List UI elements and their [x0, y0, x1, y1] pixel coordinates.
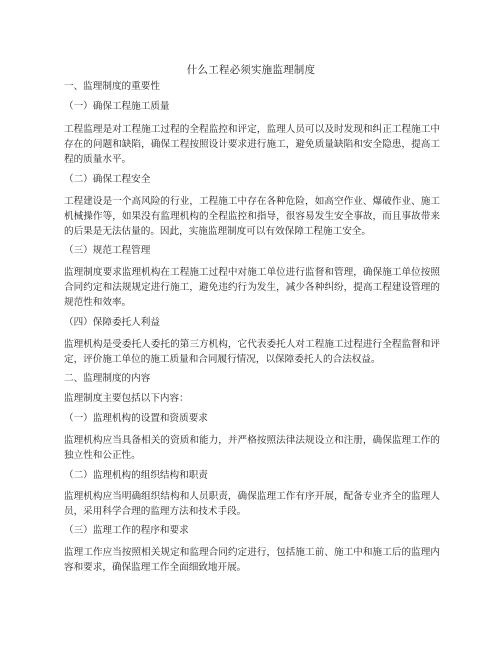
subheading-procedure: （三）监理工作的程序和要求 [64, 525, 189, 536]
paragraph-safety: 工程建设是一个高风险的行业，工程施工中存在各种危险，如高空作业、爆破作业、施工机械操作等，如果没有监理机构的全程监控和指导，很容易发生安全事故，而且事故带来的后果是无法估量的。因此，实施监理制度可以有效保障工程施工安全。 [64, 196, 440, 237]
paragraph-quality: 工程监理是对工程施工过程的全程监控和评定，监理人员可以及时发现和纠正工程施工中存在的问题和缺陷，确保工程按照设计要求进行施工，避免质量缺陷和安全隐患，提高工程的质量水平。 [64, 124, 440, 165]
paragraph-management: 监理制度要求监理机构在工程施工过程中对施工单位进行监督和管理，确保施工单位按照合同约定和法规规定进行施工，避免违约行为发生，减少各种纠纷，提高工程建设管理的规范性和效率。 [64, 267, 440, 308]
subheading-organization: （二）监理机构的组织结构和职责 [64, 470, 208, 481]
paragraph-institution-setup: 监理机构应当具备相关的资质和能力，并严格按照法律法规设立和注册，确保监理工作的独立性和公正性。 [64, 435, 440, 461]
paragraph-client-interest: 监理机构是受委托人委托的第三方机构，它代表委托人对工程施工过程进行全程监督和评定，评价施工单位的施工质量和合同履行情况，以保障委托人的合法权益。 [64, 339, 440, 365]
subheading-institution-setup: （一）监理机构的设置和资质要求 [64, 413, 208, 424]
subheading-management: （三）规范工程管理 [64, 245, 151, 256]
subheading-quality: （一）确保工程施工质量 [64, 101, 170, 112]
section-heading-importance: 一、监理制度的重要性 [64, 81, 160, 92]
content-intro: 监理制度主要包括以下内容： [64, 393, 189, 404]
subheading-client-interest: （四）保障委托人利益 [64, 317, 160, 328]
paragraph-organization: 监理机构应当明确组织结构和人员职责，确保监理工作有序开展，配备专业齐全的监理人员，采用科学合理的监理方法和技术手段。 [64, 491, 440, 517]
document-title: 什么工程必须实施监理制度 [186, 64, 316, 76]
subheading-safety: （二）确保工程安全 [64, 174, 151, 185]
section-heading-content: 二、监理制度的内容 [64, 373, 151, 384]
paragraph-procedure: 监理工作应当按照相关规定和监理合同约定进行，包括施工前、施工中和施工后的监理内容和要求，确保监理工作全面细致地开展。 [64, 547, 440, 573]
